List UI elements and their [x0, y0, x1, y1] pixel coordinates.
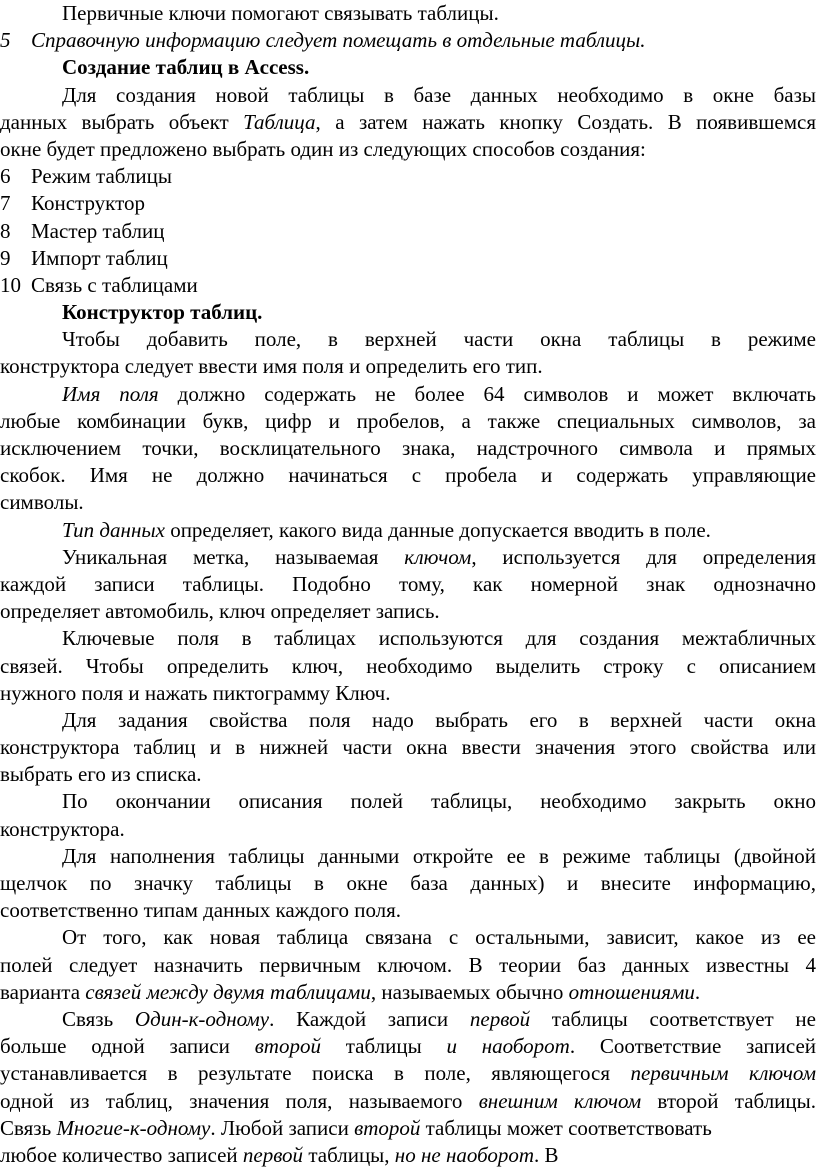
text-line: скобок. Имя не должно начинаться с пробела и содержать управляющие — [0, 463, 816, 488]
text-line: Первичные ключи помогают связывать таблицы. — [62, 1, 499, 25]
text-line: По окончании описания полей таблицы, необходимо закрыть окно — [62, 789, 816, 814]
text-line: одной из таблиц, значения поля, называемого внешним ключом второй таблицы. — [0, 1088, 816, 1113]
text-line: символы. — [0, 490, 84, 515]
text-line: Для задания свойства поля надо выбрать его в верхней части окна — [62, 707, 816, 732]
text-line: окне будет предложено выбрать один из следующих способов создания: — [0, 136, 646, 161]
list-item: 9 Импорт таблиц — [0, 245, 816, 272]
list-number: 10 — [0, 272, 21, 297]
text-line: Для наполнения таблицы данными откройте ее в режиме таблицы (двойной — [62, 843, 816, 868]
text-line: нужного поля и нажать пиктограмму Ключ. — [0, 680, 391, 705]
text-line: Для создания новой таблицы в базе данных необходимо в окне базы — [62, 82, 816, 107]
text-line: Уникальная метка, называемая ключом, используется для определения — [62, 544, 816, 569]
text-line: данных выбрать объект Таблица, а затем нажать кнопку Создать. В появившемся — [0, 109, 816, 134]
text-line: От того, как новая таблица связана с остальными, зависит, какое из ее — [62, 925, 816, 950]
list-item: 8 Мастер таблиц — [0, 218, 816, 245]
list-item: 7 Конструктор — [0, 190, 816, 217]
text-line: любое количество записей первой таблицы, но не наоборот. В — [0, 1142, 559, 1167]
text-line: Связь Один-к-одному. Каждой записи первой таблицы соответствует не — [62, 1006, 816, 1031]
list-number: 6 — [0, 164, 11, 189]
text-line: Имя поля должно содержать не более 64 символов и может включать — [62, 381, 816, 406]
text-line: конструктора таблиц и в нижней части окна ввести значения этого свойства или — [0, 735, 816, 760]
list-number: 5 — [0, 28, 11, 53]
text-line: соответственно типам данных каждого поля. — [0, 898, 402, 923]
text-line: полей следует назначить первичным ключом. В теории баз данных известны 4 — [0, 952, 816, 977]
text-line: устанавливается в результате поиска в поле, являющегося первичным ключом — [0, 1061, 816, 1086]
list-item: 6 Режим таблицы — [0, 163, 816, 190]
list-number: 7 — [0, 191, 11, 216]
italic-list-item: 5 Справочную информацию следует помещать в отдельные таблицы. — [0, 27, 816, 54]
text-line: каждой записи таблицы. Подобно тому, как номерной знак однозначно — [0, 571, 816, 596]
text-line: Ключевые поля в таблицах используются для создания межтабличных — [62, 626, 816, 651]
text-line: щелчок по значку таблицы в окне база данных) и внесите информацию, — [0, 871, 816, 895]
text-line: исключением точки, восклицательного знака, надстрочного символа и прямых — [0, 436, 816, 460]
section-heading-table-designer: Конструктор таблиц. — [62, 300, 263, 325]
text-line: Тип данных определяет, какого вида данные допускается вводить в поле. — [62, 517, 711, 542]
text-line: выбрать его из списка. — [0, 762, 202, 787]
section-heading-create-tables: Создание таблиц в Access. — [62, 55, 310, 80]
list-item: 10 Связь с таблицами — [0, 272, 816, 299]
text-line: варианта связей между двумя таблицами, называемых обычно отношениями. — [0, 979, 701, 1004]
list-number: 8 — [0, 218, 11, 243]
list-number: 9 — [0, 245, 11, 270]
text-line: определяет автомобиль, ключ определяет запись. — [0, 599, 440, 624]
text-line: Связь Многие-к-одному. Любой записи второй таблицы может соответствовать — [0, 1115, 712, 1140]
text-line: связей. Чтобы определить ключ, необходимо выделить строку с описанием — [0, 653, 816, 678]
text-line: любые комбинации букв, цифр и пробелов, а также специальных символов, за — [0, 408, 816, 433]
text-line: больше одной записи второй таблицы и наоборот. Соответствие записей — [0, 1034, 816, 1059]
text-line: Чтобы добавить поле, в верхней части окна таблицы в режиме — [62, 327, 816, 352]
text-line: конструктора следует ввести имя поля и определить его тип. — [0, 354, 543, 379]
text-line: конструктора. — [0, 816, 125, 841]
